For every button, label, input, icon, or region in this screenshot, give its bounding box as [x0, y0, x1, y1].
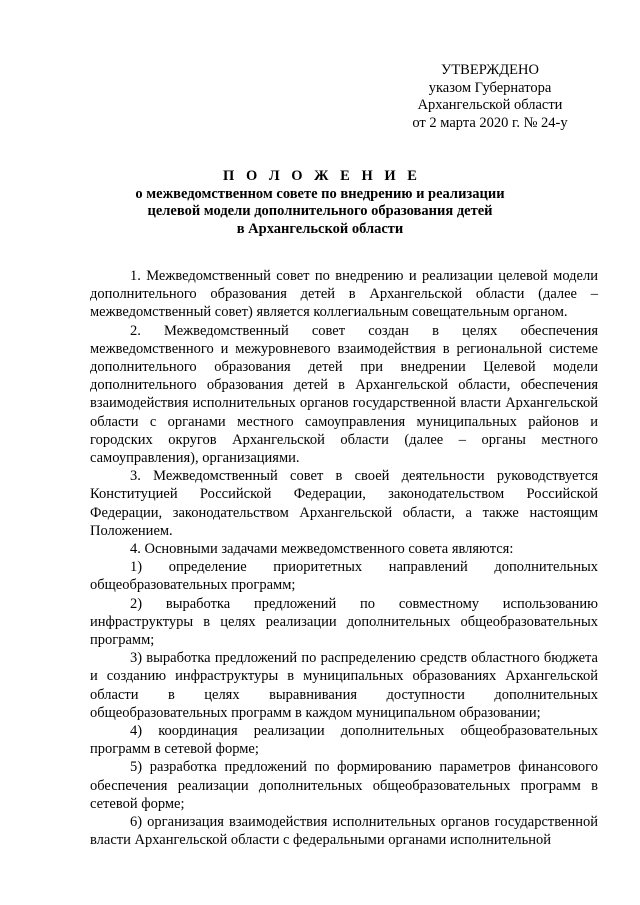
approval-line-decree: указом Губернатора: [428, 79, 552, 96]
approval-line-region: Архангельской области: [417, 97, 563, 113]
task-item-5: 5) разработка предложений по формированию параметров финансового обеспечения реализации дополнительных общеобразовательных программ в сетевой форме;: [90, 759, 598, 812]
approval-line-date: от 2 марта 2020 г. № 24-у: [412, 114, 568, 131]
document-body: [90, 267, 598, 850]
task-item-2: 2) выработка предложений по совместному использованию инфраструктуры в целях реализации дополнительных общеобразовательных программ;: [90, 595, 598, 649]
paragraph-2: 2. Межведомственный совет создан в целях обеспечения межведомственного и межуровневого взаимодействия в региональной системе дополнительного образования детей при внедрении Целевой модели дополнительного образования детей в Архангельской области, обеспечения взаимодействия исполнительных органов государственной власти Архангельской области с органами местного самоуправления муниципальных районов и городских округов Архангельской области (далее – органы местного самоуправления), организациями.: [90, 322, 598, 467]
task-item-4: 4) координация реализации дополнительных общеобразовательных программ в сетевой форме;: [90, 723, 598, 758]
paragraph-3: 3. Межведомственный совет в своей деятельности руководствуется Конституцией Российской Федерации, законодательством Российской Федерации, законодательством Архангельской области, а также настоящим Положением.: [90, 468, 598, 539]
paragraph-1: 1. Межведомственный совет по внедрению и реализации целевой модели дополнительного образования детей в Архангельской области (далее – межведомственный совет) является коллегиальным совещательным органом.: [90, 268, 598, 321]
approval-line-approved: УТВЕРЖДЕНО: [441, 62, 539, 78]
title-line-2: целевой модели дополнительного образования детей: [147, 203, 493, 219]
approval-stamp: [380, 62, 600, 132]
task-item-6: 6) организация взаимодействия исполнительных органов государственной власти Архангельской области с федеральными органами исполнительной: [90, 814, 598, 849]
task-item-1: 1) определение приоритетных направлений дополнительных общеобразовательных программ;: [90, 559, 598, 594]
task-item-3: 3) выработка предложений по распределению средств областного бюджета и созданию инфраструктуры в муниципальных образованиях Архангельской области в целях выравнивания доступности дополнительных общеобразовательных программ в каждом муниципальном образовании;: [90, 650, 598, 721]
title-line-3: в Архангельской области: [236, 220, 404, 237]
document-title: [90, 168, 550, 238]
title-line-1: о межведомственном совете по внедрению и реализации: [135, 185, 505, 202]
title-heading: П О Л О Ж Е Н И Е: [223, 168, 421, 184]
paragraph-4: 4. Основными задачами межведомственного совета являются:: [130, 541, 514, 558]
